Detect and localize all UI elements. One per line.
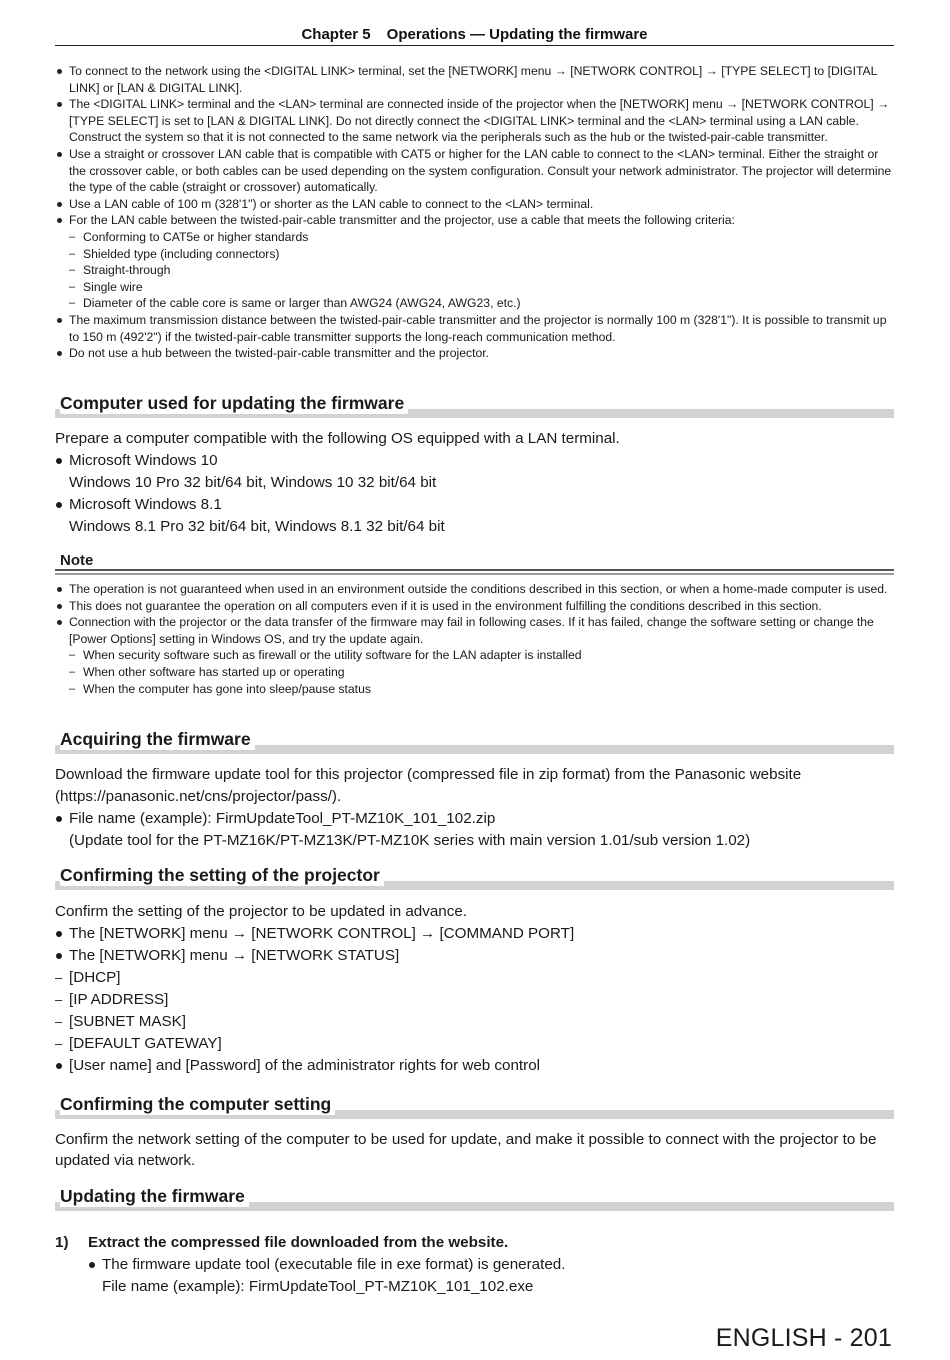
list-item: – Single wire (69, 279, 894, 296)
step-heading: Extract the compressed file downloaded from the website. (88, 1234, 509, 1251)
list-item: – When other software has started up or operating (69, 664, 894, 681)
list-item: – Shielded type (including connectors) (69, 246, 894, 263)
list-item (55, 450, 894, 494)
note-title: Note (60, 552, 94, 569)
section-title-text: Computer used for updating the firmware (60, 392, 408, 414)
note-rule (55, 569, 894, 571)
acquiring-intro: Download the firmware update tool for this projector (compressed file in zip format) from the Panasonic website (https://panasonic.net/cns/projector/pass/). (55, 766, 802, 805)
list-item: – [SUBNET MASK] (55, 1011, 894, 1033)
list-item: – Diameter of the cable core is same or larger than AWG24 (AWG24, AWG23, etc.) (69, 295, 894, 312)
failure-cases-list (69, 647, 894, 697)
section-title-text: Confirming the computer setting (60, 1093, 335, 1115)
list-item: The <DIGITAL LINK> terminal and the <LAN> terminal are connected inside of the projector when the [NETWORK] menu → [NETWORK CONTROL] → [TYPE SELECT] is set to [LAN & DIGITAL LINK]. Do not directly connect the <DIGITAL LINK> terminal and the <LAN> terminal using a LAN cable. Construct the system so that it is not connected to the same network via the peripherals such as the hub or the twisted-pair-cable transmitter. (55, 96, 894, 146)
list-item (55, 614, 894, 697)
cable-criteria-list (69, 229, 894, 312)
chapter-number: Chapter 5 (301, 26, 371, 43)
note-heading (55, 551, 894, 575)
list-item: Use a LAN cable of 100 m (328'1") or shorter as the LAN cable to connect to the <LAN> terminal. (55, 196, 894, 213)
section-title-text: Confirming the setting of the projector (60, 864, 384, 886)
list-item (55, 494, 894, 538)
projector-settings-list (55, 923, 894, 1077)
list-item: – Conforming to CAT5e or higher standards (69, 229, 894, 246)
section-title-updating (55, 1185, 894, 1211)
step-bullet-text: The firmware update tool (executable file in exe format) is generated. (102, 1256, 566, 1273)
step-1 (55, 1232, 894, 1298)
step-number: 1) (55, 1234, 69, 1251)
chapter-header (55, 26, 894, 46)
list-item (55, 808, 894, 852)
file-name: File name (example): FirmUpdateTool_PT-MZ10K_101_102.zip (69, 810, 496, 827)
section-title-text: Updating the firmware (60, 1185, 249, 1207)
os-name: Microsoft Windows 8.1 (69, 496, 222, 513)
step-bullet-list (88, 1254, 894, 1298)
computer-setting-body (55, 1129, 885, 1171)
projector-intro: Confirm the setting of the projector to be updated in advance. (55, 903, 468, 920)
list-item: – When the computer has gone into sleep/pause status (69, 681, 894, 698)
list-item: The [NETWORK] menu → [NETWORK CONTROL] → [COMMAND PORT] (55, 923, 894, 945)
computer-section-body (55, 428, 894, 538)
page-number: ENGLISH - 201 (715, 1324, 892, 1352)
list-item: – Straight-through (69, 262, 894, 279)
list-item-text: The [NETWORK] menu → [NETWORK STATUS] (69, 947, 400, 964)
network-status-list (55, 967, 894, 1055)
acquiring-section-body (55, 764, 894, 852)
list-item: Use a straight or crossover LAN cable that is compatible with CAT5 or higher for the LAN cable to connect to the <LAN> terminal. Either the straight or the crossover cable, or both cables can be used depending on the system configuration. Consult your network administrator. The projector will determine the type of the cable (straight or crossover) automatically. (55, 146, 894, 196)
list-item: The operation is not guaranteed when used in an environment outside the conditions described in this section, or when a home-made computer is used. (55, 581, 894, 598)
list-item-text: Connection with the projector or the data transfer of the firmware may fail in following cases. If it has failed, change the software setting or change the [Power Options] setting in Windows OS, and try the update again. (69, 615, 874, 646)
list-item: [User name] and [Password] of the administrator rights for web control (55, 1055, 894, 1077)
list-item: To connect to the network using the <DIGITAL LINK> terminal, set the [NETWORK] menu → [NETWORK CONTROL] → [TYPE SELECT] to [DIGITAL LINK] or [LAN & DIGITAL LINK]. (55, 63, 894, 96)
intro-bullet-list (55, 63, 894, 362)
computer-intro: Prepare a computer compatible with the following OS equipped with a LAN terminal. (55, 430, 620, 447)
note-rule (55, 573, 894, 575)
computer-setting-intro: Confirm the network setting of the computer to be used for update, and make it possible to connect with the projector to be updated via network. (55, 1131, 877, 1169)
list-item: This does not guarantee the operation on all computers even if it is used in the environment fulfilling the conditions described in this section. (55, 598, 894, 615)
projector-section-body (55, 901, 894, 1077)
list-item: – [DEFAULT GATEWAY] (55, 1033, 894, 1055)
list-item: – When security software such as firewall or the utility software for the LAN adapter is installed (69, 647, 894, 664)
file-description: (Update tool for the PT-MZ16K/PT-MZ13K/PT-MZ10K series with main version 1.01/sub version 1.02) (69, 832, 751, 849)
section-title-text: Acquiring the firmware (60, 728, 255, 750)
section-title-computer (55, 392, 894, 418)
step-file-name: File name (example): FirmUpdateTool_PT-MZ10K_101_102.exe (102, 1278, 534, 1295)
note-bullet-list (55, 581, 894, 697)
list-item: – [DHCP] (55, 967, 894, 989)
os-detail: Windows 10 Pro 32 bit/64 bit, Windows 10 32 bit/64 bit (69, 474, 437, 491)
list-item: The maximum transmission distance between the twisted-pair-cable transmitter and the projector is normally 100 m (328'1"). It is possible to transmit up to 150 m (492'2") if the twisted-pair-cable transmitter supports the long-reach communication method. (55, 312, 894, 345)
intro-notes (55, 63, 894, 362)
os-name: Microsoft Windows 10 (69, 452, 218, 469)
acquiring-list (55, 808, 894, 852)
list-item (55, 212, 894, 312)
os-detail: Windows 8.1 Pro 32 bit/64 bit, Windows 8.1 32 bit/64 bit (69, 518, 445, 535)
list-item: Do not use a hub between the twisted-pair-cable transmitter and the projector. (55, 345, 894, 362)
list-item: – [IP ADDRESS] (55, 989, 894, 1011)
list-item (55, 945, 894, 1055)
section-title-projector (55, 864, 894, 890)
section-title-acquiring (55, 728, 894, 754)
note-body (55, 581, 894, 697)
os-list (55, 450, 894, 538)
chapter-title: Operations — Updating the firmware (386, 26, 648, 43)
list-item (88, 1254, 894, 1298)
list-item-text: For the LAN cable between the twisted-pair-cable transmitter and the projector, use a cable that meets the following criteria: (69, 213, 735, 228)
section-title-computer-setting (55, 1093, 894, 1119)
